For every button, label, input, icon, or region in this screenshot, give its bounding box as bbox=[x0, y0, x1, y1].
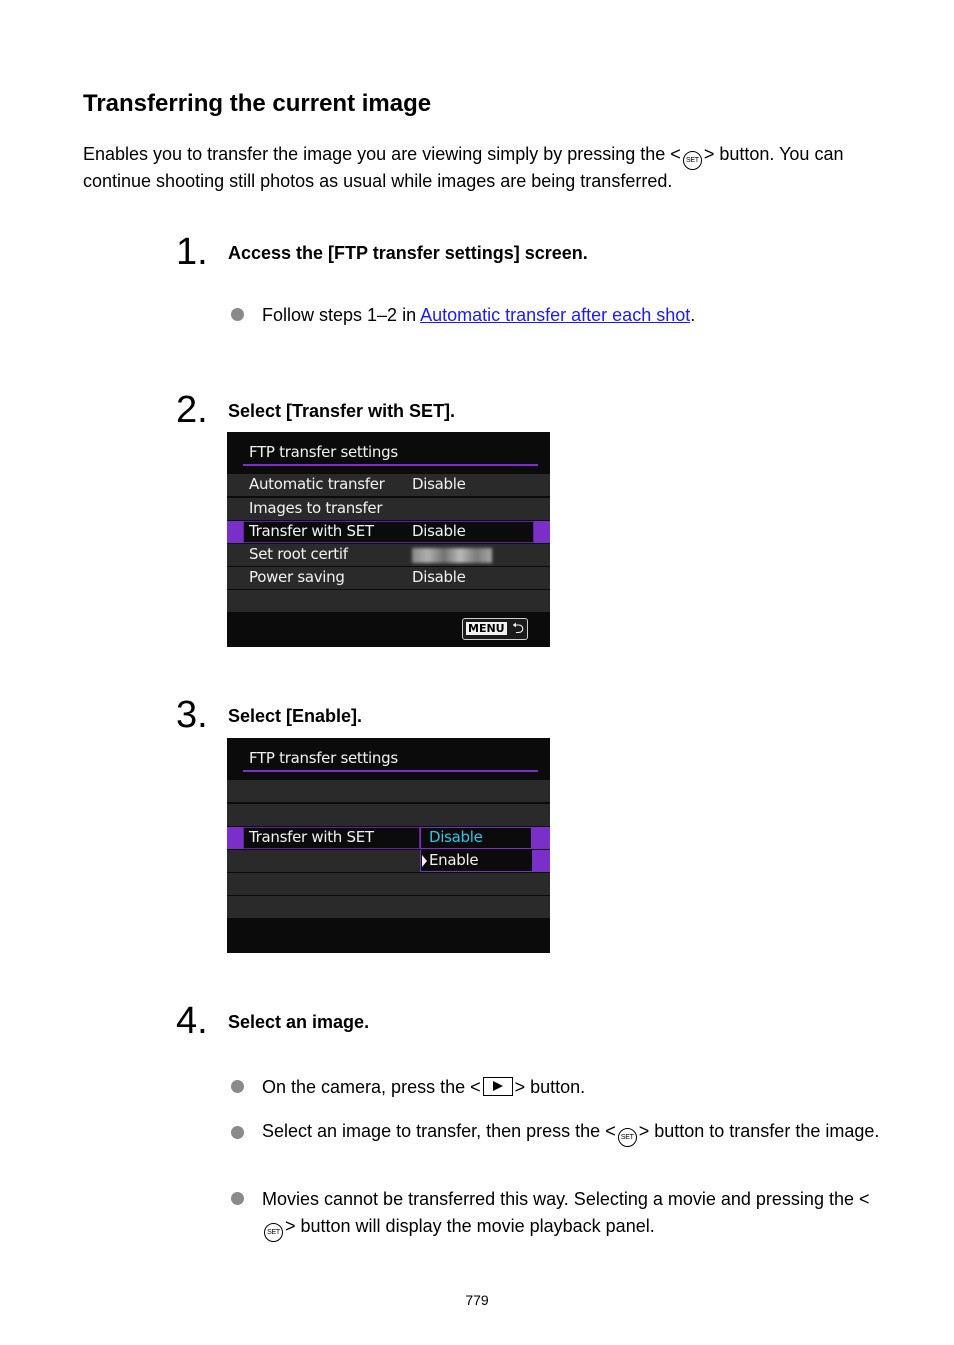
option-disable: Disable bbox=[429, 828, 483, 846]
step-2-title: Select [Transfer with SET]. bbox=[228, 401, 456, 421]
blurred-value bbox=[412, 548, 492, 563]
menu-row-transfer-with-set bbox=[227, 521, 550, 543]
title-underline bbox=[243, 770, 538, 772]
menu-row-set-root-certif bbox=[227, 544, 550, 566]
row-value: Disable bbox=[412, 568, 466, 586]
menu-row-empty bbox=[227, 896, 550, 918]
screen-title: FTP transfer settings bbox=[249, 749, 398, 767]
bullet-text-end: > button will display the movie playback panel. bbox=[285, 1216, 655, 1236]
automatic-transfer-link[interactable]: Automatic transfer after each shot bbox=[420, 305, 691, 325]
intro-paragraph bbox=[83, 143, 883, 193]
title-underline bbox=[243, 464, 538, 466]
menu-label: MENU bbox=[468, 622, 505, 635]
bullet-text: Select an image to transfer, then press the < bbox=[262, 1121, 616, 1141]
option-enable: Enable bbox=[429, 851, 479, 869]
bullet-text: Movies cannot be transferred this way. Selecting a movie and pressing the < bbox=[262, 1189, 870, 1209]
return-arrow-icon: ⮌ bbox=[511, 619, 524, 637]
menu-row-power-saving bbox=[227, 567, 550, 589]
menu-row-empty bbox=[227, 780, 550, 802]
bullet-text-end: > button to transfer the image. bbox=[638, 1121, 880, 1141]
menu-return-button bbox=[462, 618, 528, 640]
row-label: Automatic transfer bbox=[249, 475, 385, 493]
step-2-number: 2. bbox=[176, 389, 208, 431]
menu-row-empty bbox=[227, 873, 550, 895]
bullet-dot bbox=[231, 308, 244, 321]
row-fill bbox=[227, 850, 420, 872]
menu-row-enable bbox=[227, 850, 550, 872]
selection-pointer-icon bbox=[422, 855, 427, 867]
camera-screen-enable-option bbox=[227, 738, 550, 953]
set-button-icon: SET bbox=[683, 151, 702, 170]
menu-row-transfer-with-set bbox=[227, 827, 550, 849]
row-label: Images to transfer bbox=[249, 499, 383, 517]
step-4-number: 4. bbox=[176, 1000, 208, 1042]
page-number: 779 bbox=[465, 1292, 489, 1308]
set-button-icon: SET bbox=[618, 1128, 637, 1147]
row-value: Disable bbox=[412, 522, 466, 540]
bullet-text: On the camera, press the < bbox=[262, 1077, 481, 1097]
row-label: Power saving bbox=[249, 568, 345, 586]
row-label: Set root certif bbox=[249, 545, 348, 563]
step-4-bullet-1 bbox=[262, 1074, 585, 1101]
row-label: Transfer with SET bbox=[249, 522, 374, 540]
step-3-title: Select [Enable]. bbox=[228, 706, 363, 726]
step-3-number: 3. bbox=[176, 694, 208, 736]
row-value: Disable bbox=[412, 475, 466, 493]
step-1-title: Access the [FTP transfer settings] screen. bbox=[228, 243, 588, 263]
menu-row-images-to-transfer bbox=[227, 498, 550, 520]
set-button-icon: SET bbox=[264, 1223, 283, 1242]
menu-row-empty bbox=[227, 804, 550, 826]
bullet-dot bbox=[231, 1080, 244, 1093]
intro-text-2: > button. You can continue shooting still photos as usual while images are being transferred. bbox=[83, 144, 844, 191]
menu-row-automatic-transfer bbox=[227, 474, 550, 496]
step-4-title: Select an image. bbox=[228, 1012, 370, 1032]
bullet-text-end: . bbox=[690, 305, 696, 325]
step-4-bullet-3 bbox=[262, 1186, 882, 1242]
row-label: Transfer with SET bbox=[249, 828, 374, 846]
playback-button-icon bbox=[483, 1077, 513, 1096]
intro-text-1: Enables you to transfer the image you are viewing simply by pressing the < bbox=[83, 144, 681, 164]
menu-row-empty bbox=[227, 590, 550, 612]
screen-title: FTP transfer settings bbox=[249, 443, 398, 461]
step-4-bullet-2 bbox=[262, 1119, 882, 1147]
camera-screen-ftp-settings bbox=[227, 432, 550, 647]
bullet-dot bbox=[231, 1126, 244, 1139]
step-1-number: 1. bbox=[176, 231, 208, 273]
section-heading: Transferring the current image bbox=[83, 90, 432, 117]
bullet-text: Follow steps 1–2 in bbox=[262, 305, 421, 325]
bullet-dot bbox=[231, 1192, 244, 1205]
step-1-bullet bbox=[262, 302, 695, 329]
bullet-text-end: > button. bbox=[514, 1077, 586, 1097]
